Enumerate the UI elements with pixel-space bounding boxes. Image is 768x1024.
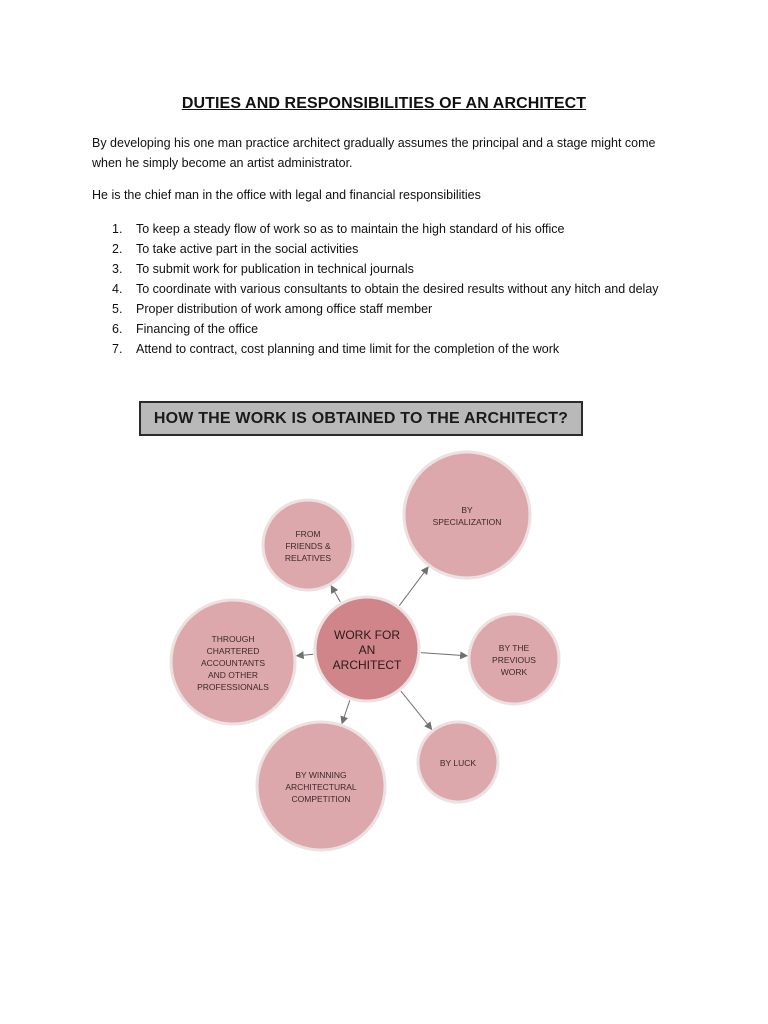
node-by-luck [418, 722, 498, 802]
node-label: ACCOUNTANTS [200, 657, 266, 668]
list-number: 1. [112, 222, 123, 236]
node-label: BY [461, 504, 473, 515]
node-label: WORK [500, 666, 528, 677]
page-title: DUTIES AND RESPONSIBILITIES OF AN ARCHITECT [181, 95, 587, 112]
node-specialization [404, 452, 530, 578]
connector-arrow [399, 568, 427, 606]
node-specialization-circle [404, 452, 530, 578]
node-friends-relatives [263, 500, 353, 590]
center-node-label: ARCHITECT [332, 657, 402, 672]
list-item-text: Proper distribution of work among office staff member [136, 302, 433, 316]
center-node-label: WORK FOR [334, 627, 400, 642]
node-label: FROM [295, 528, 321, 539]
list-item-text: To take active part in the social activities [136, 242, 359, 256]
center-node [315, 597, 419, 701]
chief-paragraph: He is the chief man in the office with legal and financial responsibilities [92, 188, 481, 202]
node-label: BY WINNING [295, 769, 347, 780]
node-chartered-accountants [171, 600, 295, 724]
list-item-text: To keep a steady flow of work so as to maintain the high standard of his office [136, 222, 565, 236]
node-label: FRIENDS & [285, 540, 331, 551]
connector-arrow [421, 653, 466, 656]
node-label: AND OTHER [207, 669, 259, 680]
connector-arrow [332, 587, 341, 602]
center-node-label: AN [358, 642, 376, 657]
list-item-text: Attend to contract, cost planning and time limit for the completion of the work [136, 342, 560, 356]
list-number: 5. [112, 302, 123, 316]
node-label: PROFESSIONALS [197, 681, 269, 692]
connector-arrow [342, 700, 349, 722]
node-label: THROUGH [211, 633, 255, 644]
node-label: BY THE [498, 642, 530, 653]
node-label: ARCHITECTURAL [285, 781, 357, 792]
node-label: BY LUCK [439, 757, 477, 768]
list-number: 2. [112, 242, 123, 256]
intro-paragraph: By developing his one man practice architect gradually assumes the principal and a stage might come when he simply become an artist administrator. [92, 136, 656, 170]
list-number: 7. [112, 342, 123, 356]
list-number: 3. [112, 262, 123, 276]
list-item-text: To coordinate with various consultants to obtain the desired results without any hitch and delay [136, 282, 659, 296]
connector-arrow [401, 691, 431, 728]
node-label: COMPETITION [291, 793, 351, 804]
diagram-banner: HOW THE WORK IS OBTAINED TO THE ARCHITECT? [139, 401, 583, 436]
list-number: 4. [112, 282, 123, 296]
node-label: RELATIVES [284, 552, 332, 563]
list-number: 6. [112, 322, 123, 336]
node-previous-work [469, 614, 559, 704]
list-item-text: To submit work for publication in technical journals [136, 262, 414, 276]
node-label: CHARTERED [206, 645, 260, 656]
node-label: PREVIOUS [492, 654, 536, 665]
connector-arrow [298, 654, 314, 656]
list-item-text: Financing of the office [136, 322, 259, 336]
node-label: SPECIALIZATION [432, 516, 502, 527]
node-architectural-competition [257, 722, 385, 850]
